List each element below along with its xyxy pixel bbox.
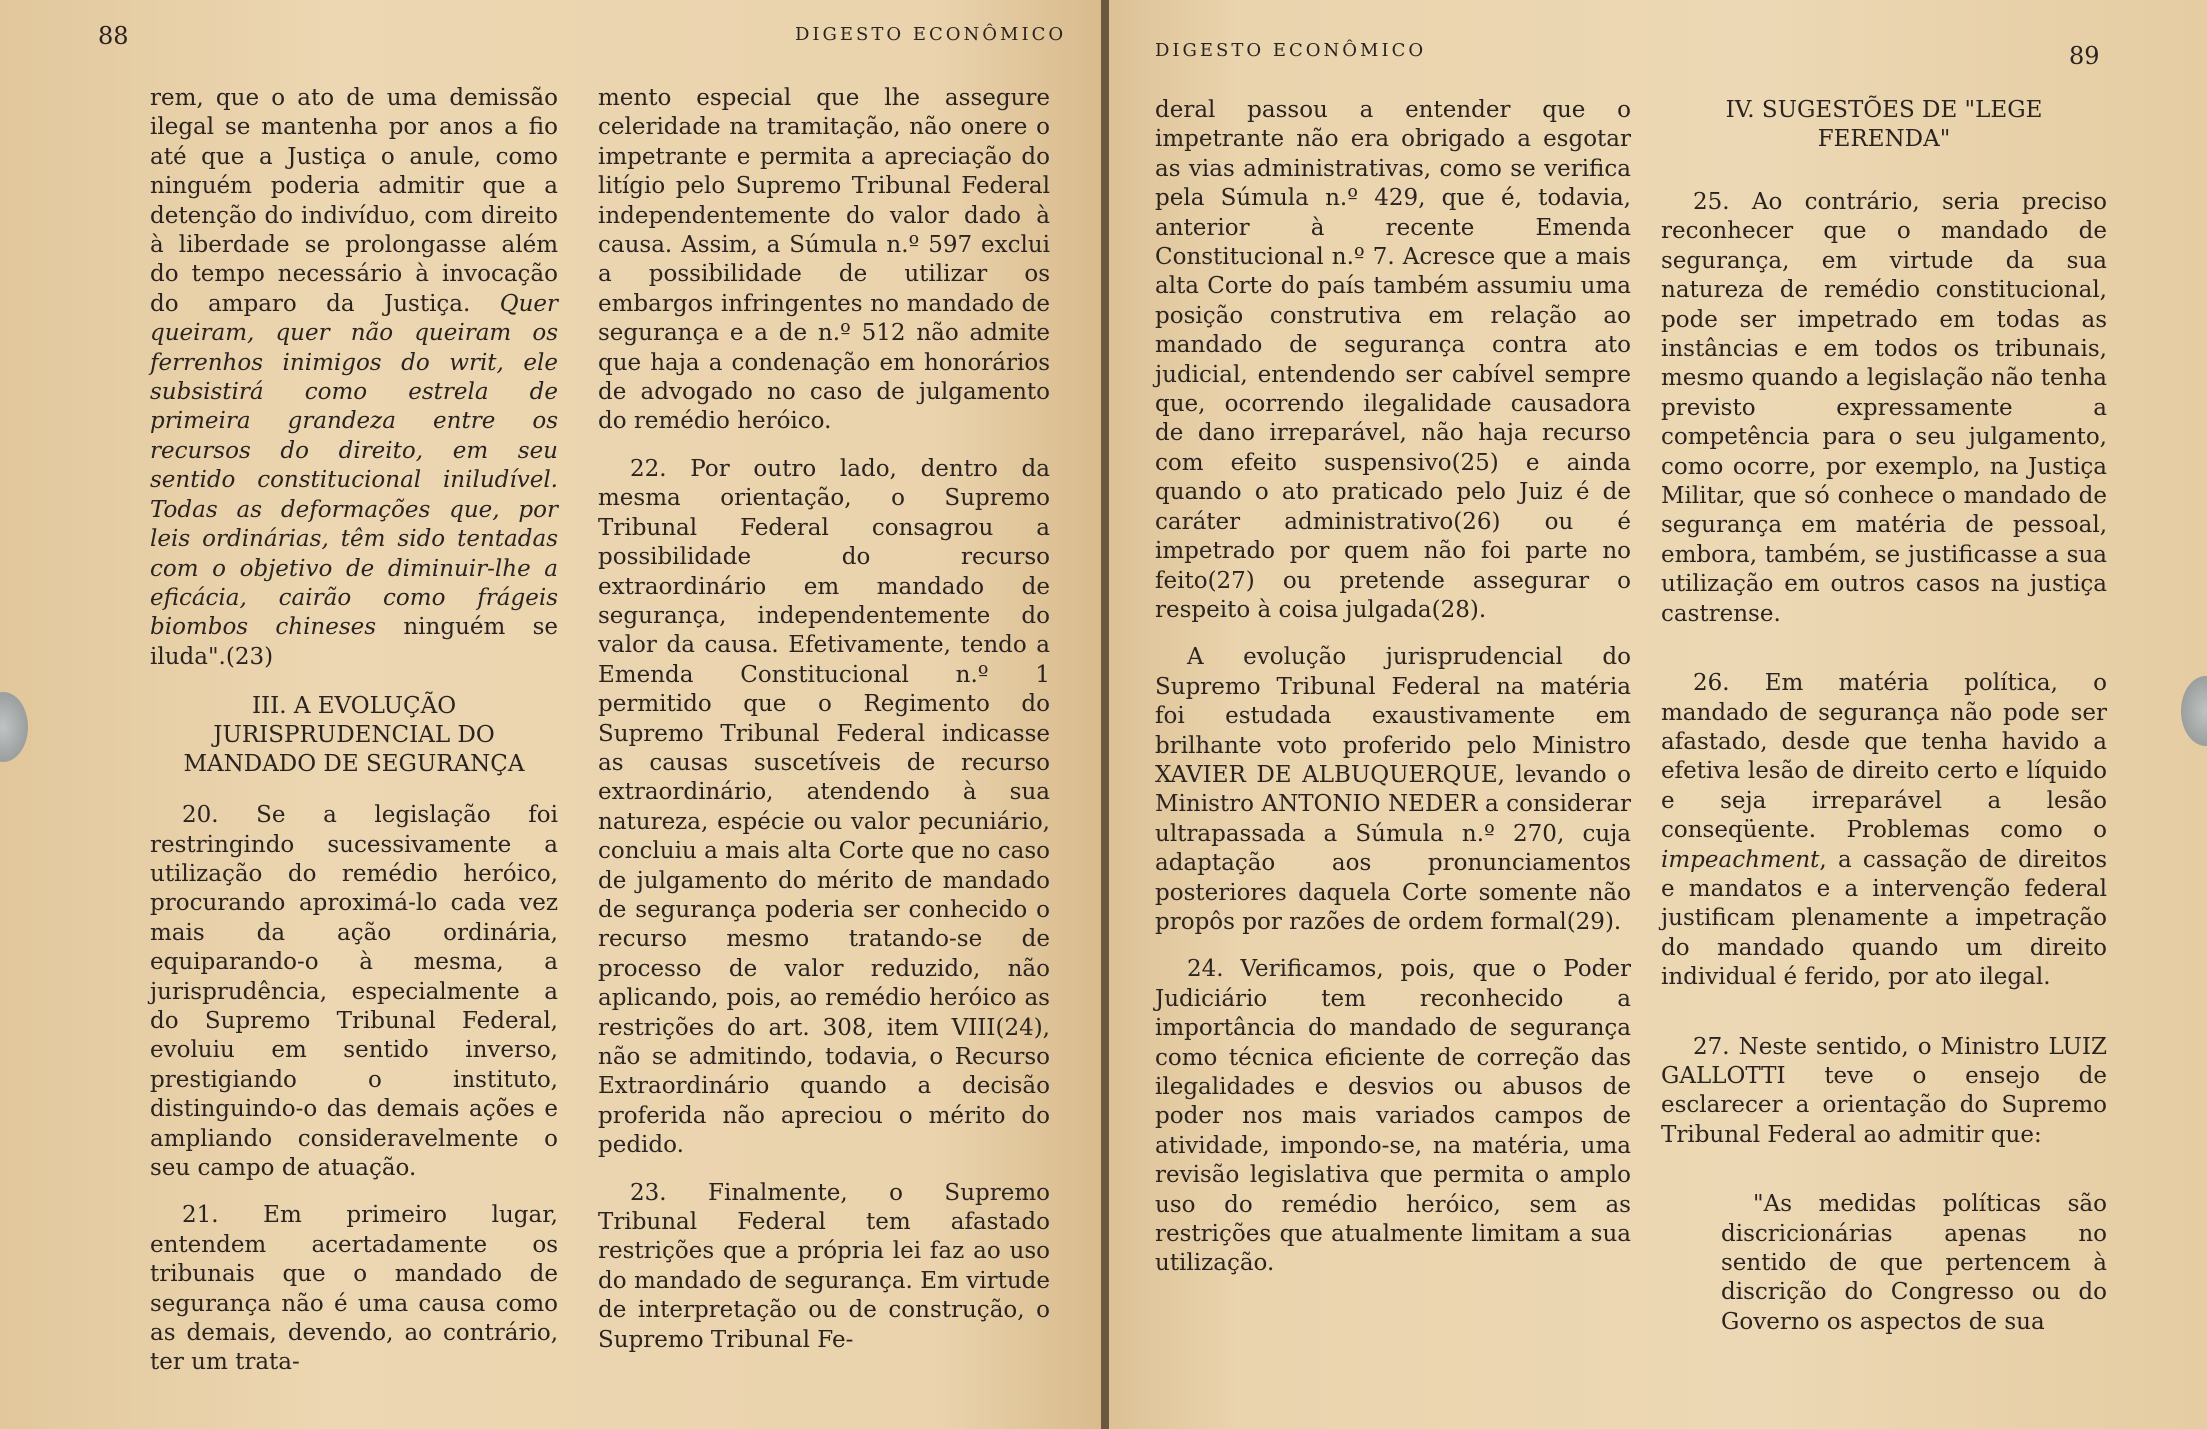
paragraph-22: 22. Por outro lado, dentro da mesma orientação, o Supremo Tribunal Federal consagrou a possibilidade do recurso extraordinário em mandado de segurança, independentemente do valor da causa. Efetivamente, tendo a Emenda Constitucional n.º 1 permitido que o Regimento do Supremo Tribunal Federal indicasse as causas suscetíveis de recurso extraordinário, atendendo à sua natureza, espécie ou valor pecuniário, concluiu a mais alta Corte que no caso de julgamento do mérito de mandado de segurança poderia ser conhecido o recurso mesmo tratando-se de processo de valor reduzido, não aplicando, pois, ao remédio heróico as restrições do art. 308, item VIII(24), não se admitindo, todavia, o Recurso Extraordinário quando a decisão proferida não apreciou o mérito do pedido.	[598, 455, 1050, 1159]
quote-end: ninguém se iluda".(23)	[150, 614, 558, 670]
paragraph-24: 24. Verificamos, pois, que o Poder Judiciário tem reconhecido a importância do mandado de segurança como técnica eficiente de correção das ilegalidades e desvios ou abusos de poder nos mais variados campos de atividade, impondo-se, na matéria, uma revisão legislativa que permita o amplo uso do remédio heróico, sem as restrições que atualmente limitam a sua utilização.	[1155, 956, 1631, 1277]
section-heading: III. A EVOLUÇÃO JURISPRUDENCIAL DO MANDADO DE SEGURANÇA	[183, 693, 525, 778]
running-head: DIGESTO ECONÔMICO	[795, 24, 1067, 45]
left-page	[0, 0, 1101, 1429]
paragraph: deral passou a entender que o impetrante não era obrigado a esgotar as vias administrativas, como se verifica pela Súmula n.º 429, que é, todavia, anterior à recente Emenda Constitucional n.º 7. Acresce que a mais alta Corte do país também assumiu uma posição construtiva em relação ao mandado de segurança contra ato judicial, entendendo ser cabível sempre que, ocorrendo ilegalidade causadora de dano irreparável, não haja recurso com efeito suspensivo(25) e ainda quando o ato praticado pelo Juiz é de caráter administrativo(26) ou é impetrado por quem não foi parte no feito(27) ou pretende assegurar o respeito à coisa julgada(28).	[1155, 97, 1631, 623]
binding-hole	[0, 692, 28, 762]
paragraph-25: 25. Ao contrário, seria preciso reconhecer que o mandado de segurança, em virtude da sua natureza de remédio constitucional, pode ser impetrado em todas as instâncias e em todos os tribunais, mesmo quando a legislação não tenha previsto expressamente a competência para o seu julgamento, como ocorre, por exemplo, na Justiça Militar, que só conhece o mandado de segurança em matéria de pessoal, embora, também, se justificasse a sua utilização em outros casos na justiça castrense.	[1661, 189, 2107, 627]
right-column-2	[1661, 96, 2107, 1337]
italic-quote: Quer queiram, quer não queiram os ferrenhos inimigos do writ, ele subsistirá como estrela de primeira grandeza entre os recursos do direito, em seu sentido constitucional iniludível. Todas as deformações que, por leis ordinárias, têm sido tentadas com o objetivo de diminuir-lhe a eficácia, cairão como frágeis biombos chineses	[150, 290, 559, 641]
book-gutter	[1101, 0, 1109, 1429]
paragraph: mento especial que lhe assegure celeridade na tramitação, não onere o impetrante e permita a apreciação do litígio pelo Supremo Tribunal Federal independentemente do valor dado à causa. Assim, a Súmula n.º 597 exclui a possibilidade de utilizar os embargos infringentes no mandado de segurança e a de n.º 512 não admite que haja a condenação em honorários de advogado no caso de julgamento do remédio heróico.	[598, 85, 1050, 435]
page-number: 88	[98, 22, 129, 50]
right-column-1	[1155, 96, 1631, 1279]
page-number: 89	[2069, 42, 2100, 70]
paragraph-26	[1661, 669, 2107, 992]
right-page	[1109, 0, 2207, 1429]
paragraph-text: rem, que o ato de uma demissão ilegal se mantenha por anos a fio até que a Justiça o anule, como ninguém poderia admitir que a detenção do indivíduo, com direito à liberdade se prolongasse além do tempo necessário à invocação do amparo da Justiça.	[150, 85, 558, 317]
left-column-1	[150, 84, 558, 1378]
paragraph-text: , a cassação de direitos e mandatos e a intervenção federal justificam plenamente a impetração do mandado quando um direito individual é ferido, por ato ilegal.	[1661, 846, 2107, 991]
running-head: DIGESTO ECONÔMICO	[1155, 40, 1427, 61]
paragraph-20: 20. Se a legislação foi restringindo sucessivamente a utilização do remédio heróico, procurando aproximá-lo cada vez mais da ação ordinária, equiparando-o à mesma, a jurisprudência, especialmente a do Supremo Tribunal Federal, evoluiu em sentido inverso, prestigiando o instituto, distinguindo-o das demais ações e ampliando consideravelmente o seu campo de atuação.	[150, 802, 558, 1181]
italic-term: impeachment	[1661, 846, 1820, 873]
paragraph-21: 21. Em primeiro lugar, entendem acertadamente os tribunais que o mandado de segurança não é uma causa como as demais, devendo, ao contrário, ter um trata-	[150, 1202, 558, 1376]
paragraph: A evolução jurisprudencial do Supremo Tribunal Federal na matéria foi estudada exaustivamente em brilhante voto proferido pelo Ministro XAVIER DE ALBUQUERQUE, levando o Ministro ANTONIO NEDER a considerar ultrapassada a Súmula n.º 270, cuja adaptação aos pronunciamentos posteriores daquela Corte somente não propôs por razões de ordem formal(29).	[1155, 644, 1631, 935]
paragraph	[150, 84, 558, 672]
paragraph-23: 23. Finalmente, o Supremo Tribunal Federal tem afastado restrições que a própria lei faz ao uso do mandado de segurança. Em virtude de interpretação ou de construção, o Supremo Tribunal Fe-	[598, 1179, 1050, 1353]
paragraph-text: 26. Em matéria política, o mandado de segurança não pode ser afastado, desde que tenha havido a efetiva lesão de direito certo e líquido e seja irreparável a lesão conseqüente. Problemas como o	[1661, 670, 2107, 844]
left-column-2	[598, 84, 1050, 1355]
block-quote: "As medidas políticas são discricionárias apenas no sentido de que pertencem à discrição do Congresso ou do Governo os aspectos de sua	[1721, 1191, 2107, 1335]
paragraph-27: 27. Neste sentido, o Ministro LUIZ GALLOTTI teve o ensejo de esclarecer a orientação do Supremo Tribunal Federal ao admitir que:	[1661, 1033, 2107, 1148]
binding-hole	[2181, 676, 2207, 746]
section-heading: IV. SUGESTÕES DE "LEGE FERENDA"	[1725, 97, 2043, 152]
